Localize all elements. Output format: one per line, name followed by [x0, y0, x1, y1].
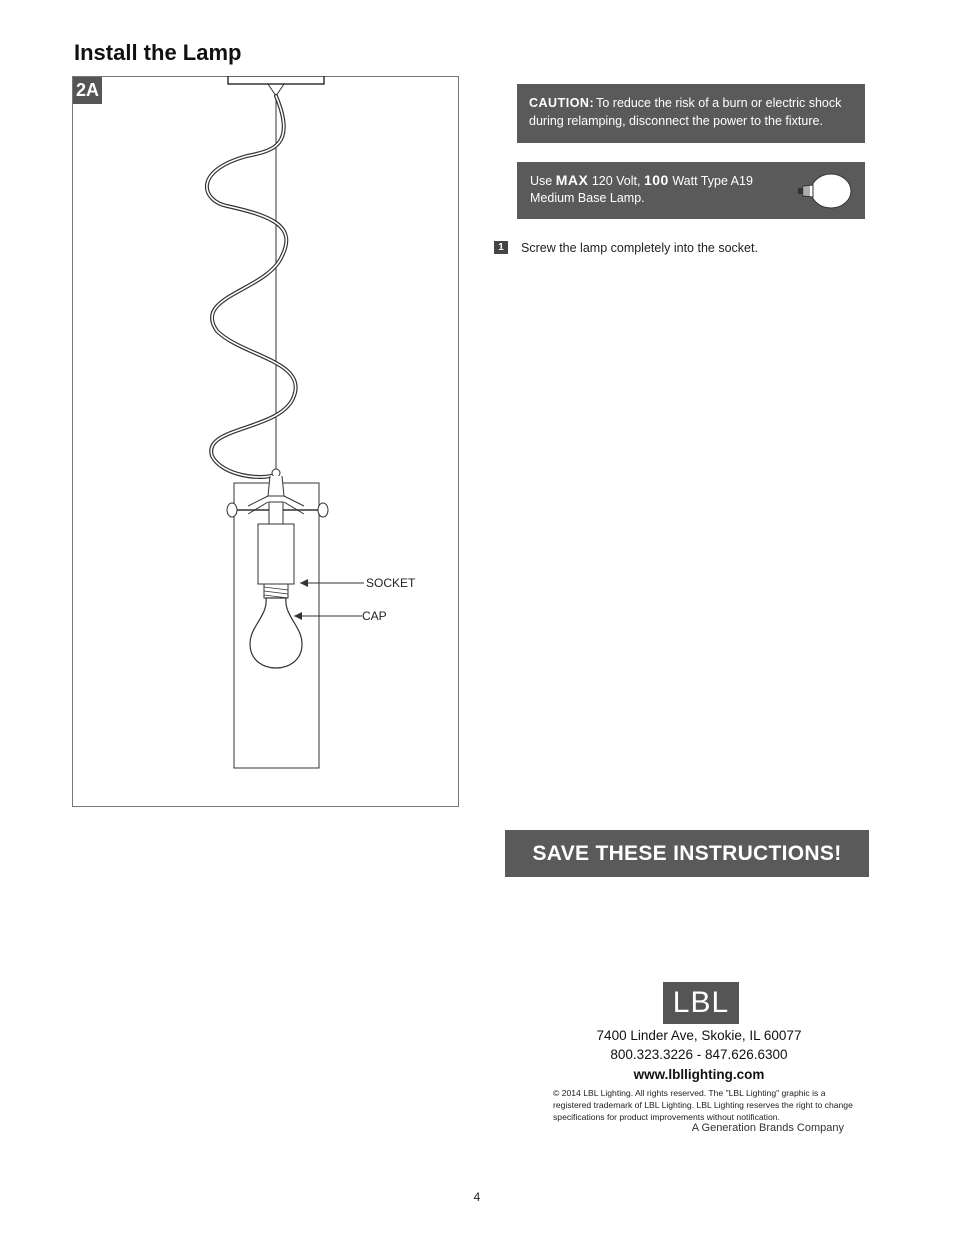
lamp-spec-watts: 100	[643, 172, 669, 188]
step-text: Screw the lamp completely into the socket.	[521, 241, 758, 255]
company-name: A Generation Brands Company	[691, 1122, 844, 1134]
caution-text: To reduce the risk of a burn or electric shock during relamping, disconnect the power to the fixture.	[529, 96, 842, 128]
caution-box	[517, 84, 865, 143]
light-bulb-icon	[789, 171, 853, 211]
page-number: 4	[473, 1190, 481, 1204]
page-title: Install the Lamp	[74, 40, 242, 65]
canopy	[228, 76, 324, 84]
lamp-spec-max: MAX	[555, 172, 589, 188]
website-link[interactable]: www.lbllighting.com	[633, 1067, 765, 1082]
cap-arrow	[294, 612, 302, 620]
power-cord	[207, 96, 296, 477]
lamp-spec-volts: 120 Volt,	[591, 174, 641, 188]
cord-grip	[272, 469, 280, 477]
cap-label: CAP	[362, 609, 387, 623]
socket-label: SOCKET	[366, 576, 416, 590]
address: 7400 Linder Ave, Skokie, IL 60077	[596, 1028, 802, 1043]
lbl-logo: LBL	[663, 982, 739, 1024]
lamp-spec-line2: Medium Base Lamp.	[530, 191, 645, 205]
socket	[258, 524, 294, 584]
caution-heading: CAUTION:	[529, 96, 595, 110]
bulb-base	[264, 584, 288, 598]
phone-numbers: 800.323.3226 - 847.626.6300	[610, 1047, 788, 1062]
legal-notice: © 2014 LBL Lighting. All rights reserved. The "LBL Lighting" graphic is a registered trademark of LBL Lighting. LBL Lighting reserves the right to change specifications for product improvements without notification.	[553, 1088, 853, 1122]
socket-arrow	[300, 579, 308, 587]
socket-stem	[269, 502, 283, 524]
left-thumbscrew	[227, 503, 237, 517]
save-instructions-banner: SAVE THESE INSTRUCTIONS!	[505, 830, 869, 877]
lamp-illustration	[72, 76, 459, 807]
step-number: 1	[494, 241, 508, 254]
lamp-spec-prefix: Use	[530, 174, 553, 188]
step-badge: 2A	[73, 77, 102, 104]
bulb-glass	[250, 598, 302, 668]
right-thumbscrew	[318, 503, 328, 517]
lamp-spec-box	[517, 162, 865, 219]
holder-neck	[268, 476, 284, 496]
lamp-spec-type: Watt Type A19	[672, 174, 753, 188]
